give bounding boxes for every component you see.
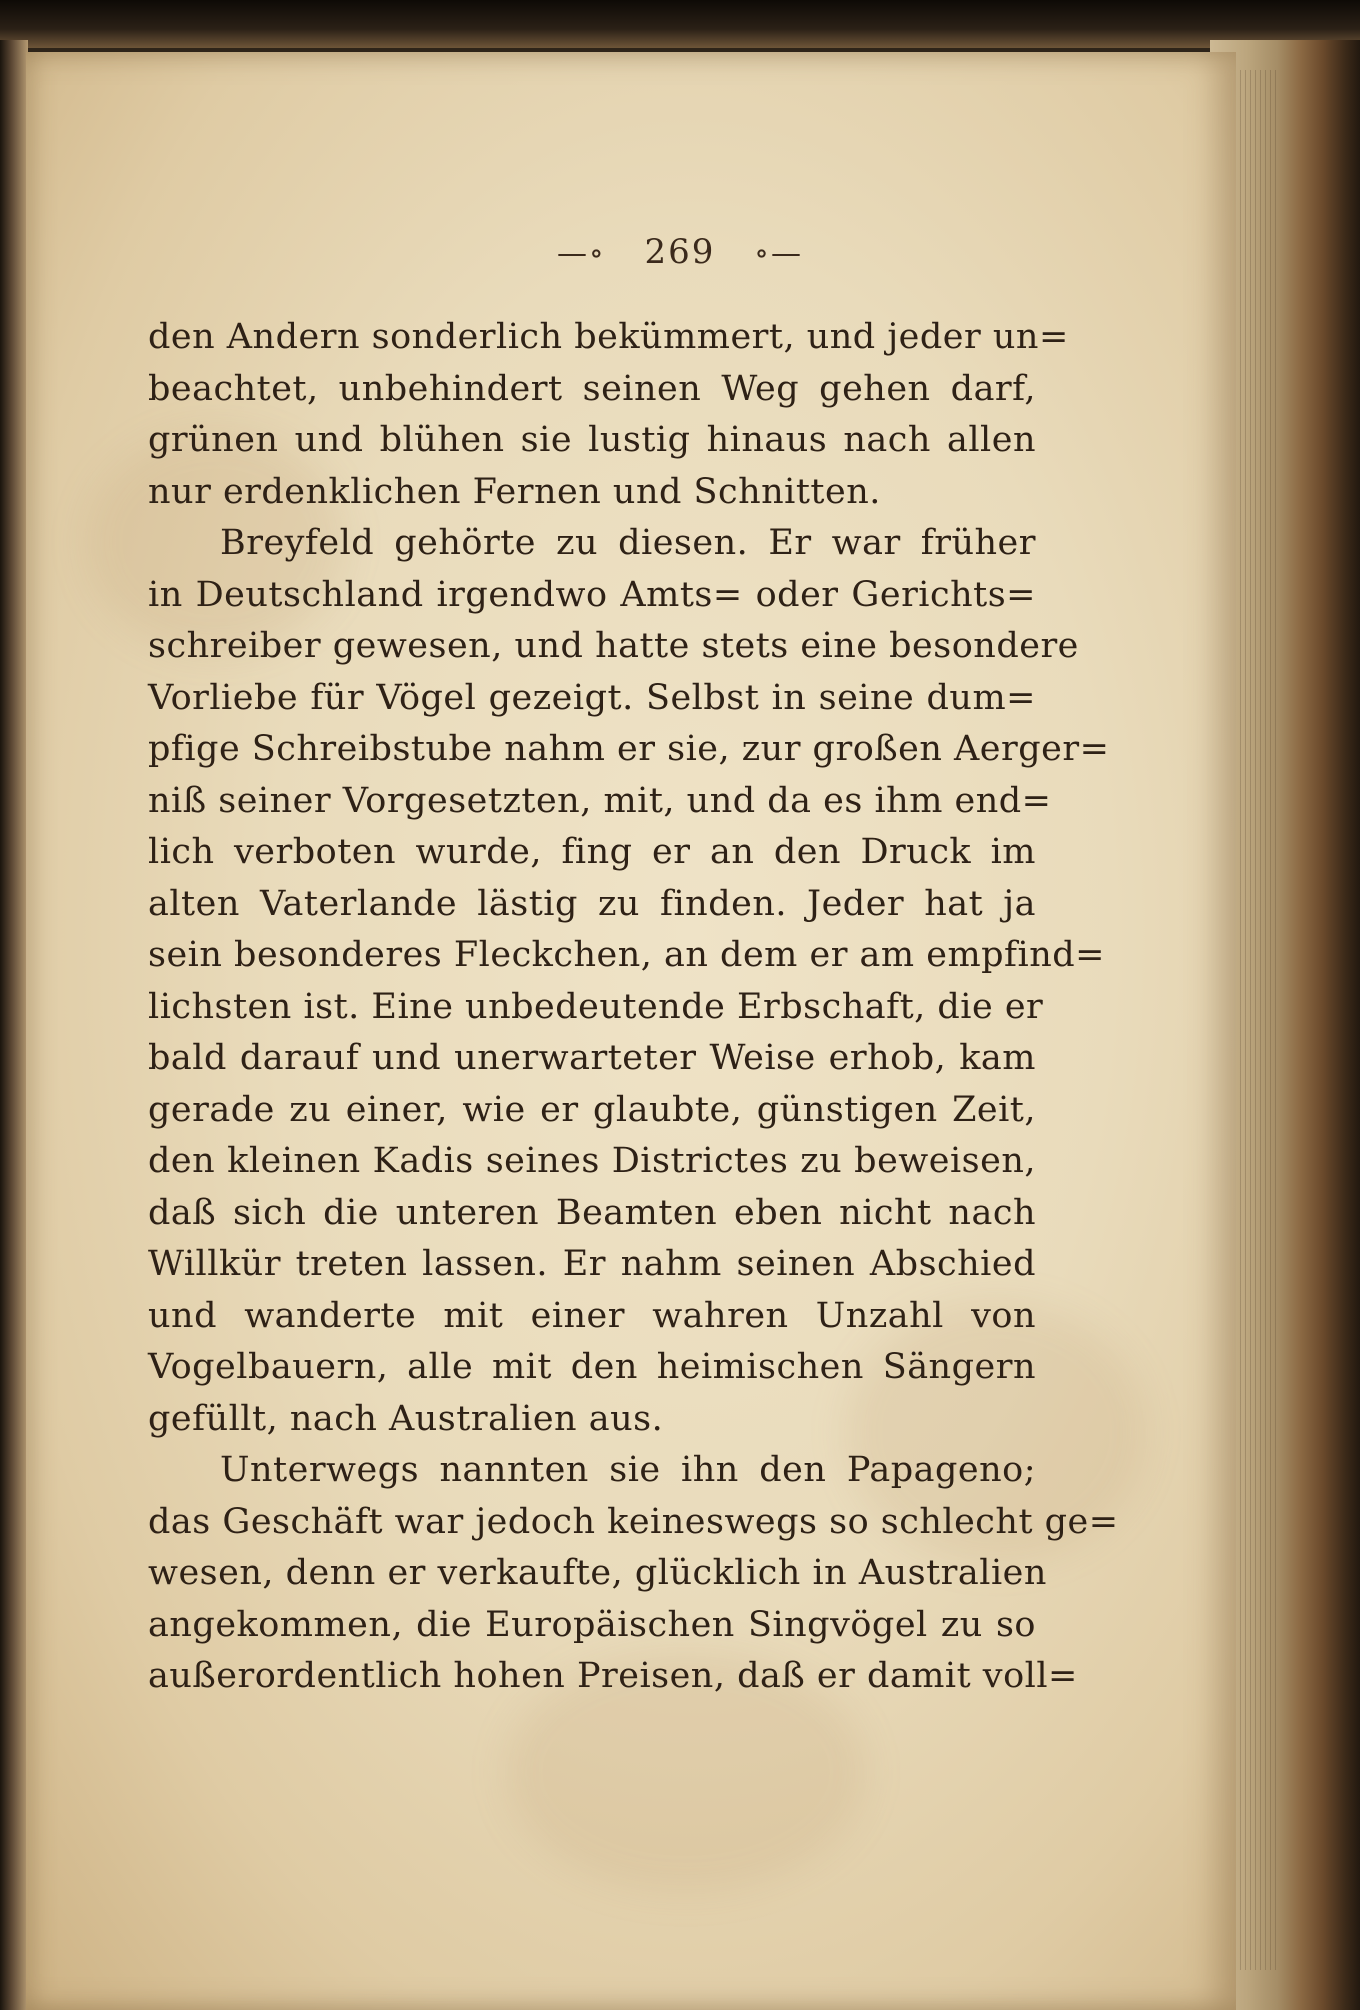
text-line: bald darauf und unerwarteter Weise erhob, kam bbox=[148, 1038, 1036, 1078]
text-line: alten Vaterlande lästig zu finden. Jeder hat ja bbox=[148, 883, 1036, 924]
text-line: beachtet, unbehindert seinen Weg gehen darf, bbox=[148, 368, 1036, 409]
text-line: den Andern sonderlich bekümmert, und jeder un= bbox=[148, 317, 1069, 357]
text-line: sein besonderes Fleckchen, an dem er am empfind= bbox=[148, 935, 1105, 975]
text-line: in Deutschland irgendwo Amts= oder Gerichts= bbox=[148, 574, 1036, 615]
text-line: außerordentlich hohen Preisen, daß er damit voll= bbox=[148, 1656, 1078, 1696]
page-number: 269 bbox=[644, 232, 716, 272]
text-line: das Geschäft war jedoch keineswegs so schlecht ge= bbox=[148, 1501, 1119, 1542]
header-ornament-left: —∘ bbox=[557, 236, 606, 271]
text-line: daß sich die unteren Beamten eben nicht nach bbox=[148, 1192, 1036, 1233]
top-edge-shadow bbox=[0, 0, 1360, 48]
text-line: lichsten ist. Eine unbedeutende Erbschaft, die er bbox=[148, 986, 1044, 1027]
text-line: Vogelbauern, alle mit den heimischen Sängern bbox=[148, 1347, 1036, 1387]
text-line: angekommen, die Europäischen Singvögel zu so bbox=[148, 1604, 1036, 1645]
text-line: Vorliebe für Vögel gezeigt. Selbst in seine dum= bbox=[148, 677, 1036, 718]
text-line: grünen und blühen sie lustig hinaus nach allen bbox=[148, 420, 1036, 460]
text-line: und wanderte mit einer wahren Unzahl von bbox=[148, 1295, 1036, 1336]
text-line: lich verboten wurde, fing er an den Druck im bbox=[148, 832, 1036, 872]
text-line: wesen, denn er verkaufte, glücklich in Australien bbox=[148, 1553, 1047, 1593]
text-line: Willkür treten lassen. Er nahm seinen Abschied bbox=[148, 1244, 1036, 1284]
facing-page-edge bbox=[0, 40, 28, 2010]
text-line: gerade zu einer, wie er glaubte, günstigen Zeit, bbox=[148, 1089, 1036, 1130]
text-line: Breyfeld gehörte zu diesen. Er war früher bbox=[220, 523, 1036, 563]
page-header bbox=[0, 232, 1360, 272]
body-text bbox=[148, 312, 1119, 1703]
text-line: schreiber gewesen, und hatte stets eine besondere bbox=[148, 626, 1079, 666]
text-line: nur erdenklichen Fernen und Schnitten. bbox=[148, 471, 881, 512]
text-line: den kleinen Kadis seines Districtes zu beweisen, bbox=[148, 1141, 1036, 1181]
header-ornament-right: ∘— bbox=[754, 236, 803, 271]
text-line: pfige Schreibstube nahm er sie, zur großen Aerger= bbox=[148, 729, 1110, 769]
text-line: Unterwegs nannten sie ihn den Papageno; bbox=[220, 1450, 1036, 1490]
text-line: gefüllt, nach Australien aus. bbox=[148, 1398, 664, 1439]
text-line: niß seiner Vorgesetzten, mit, und da es ihm end= bbox=[148, 780, 1052, 821]
